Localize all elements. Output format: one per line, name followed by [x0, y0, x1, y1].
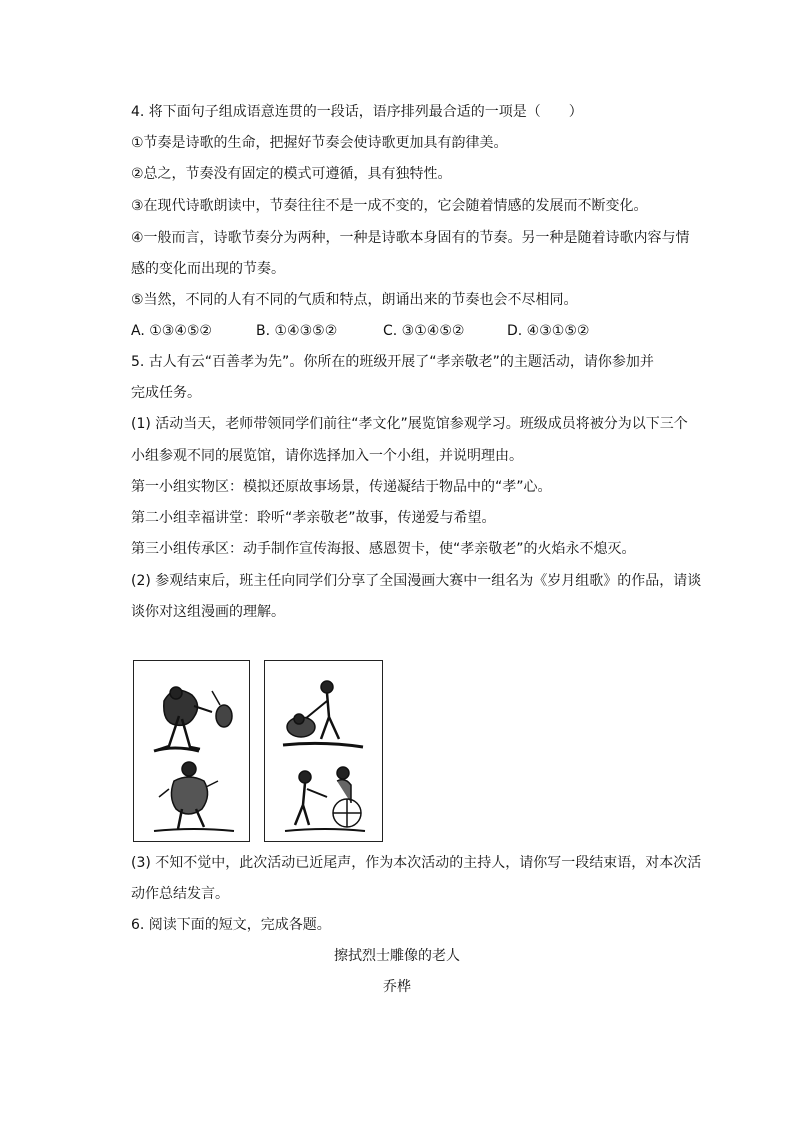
q5-stem-cont: 完成任务。 — [131, 385, 201, 401]
q5-stem: 5. 古人有云“百善孝为先”。你所在的班级开展了“孝亲敬老”的主题活动，请你参加并 — [131, 354, 654, 370]
q4-sentence-4-cont: 感的变化而出现的节奏。 — [131, 261, 285, 277]
q4-option-c: C. ③①④⑤② — [383, 323, 465, 339]
cartoon-panel-left — [133, 660, 250, 842]
q5-task-1: (1) 活动当天，老师带领同学们前往“孝文化”展览馆参观学习。班级成员将被分为以下三个 — [131, 416, 688, 432]
q5-task-2: (2) 参观结束后，班主任向同学们分享了全国漫画大赛中一组名为《岁月组歌》的作品，请谈 — [131, 573, 702, 589]
cartoon-panel-right — [264, 660, 383, 842]
q4-sentence-1: ①节奏是诗歌的生命，把握好节奏会使诗歌更加具有韵律美。 — [131, 135, 508, 151]
q6-stem: 6. 阅读下面的短文，完成各题。 — [131, 917, 331, 933]
cartoon-right-illustration — [265, 661, 382, 841]
q4-option-b: B. ①④③⑤② — [256, 323, 338, 339]
article-author: 乔桦 — [383, 979, 411, 995]
q4-sentence-4: ④一般而言，诗歌节奏分为两种，一种是诗歌本身固有的节奏。另一种是随着诗歌内容与情 — [131, 230, 690, 246]
q4-option-a: A. ①③④⑤② — [131, 323, 212, 339]
cartoon-left-illustration — [134, 661, 249, 841]
q5-task-3-cont: 动作总结发言。 — [131, 886, 229, 902]
q4-sentence-2: ②总之，节奏没有固定的模式可遵循，具有独特性。 — [131, 166, 452, 182]
q5-group-3: 第三小组传承区：动手制作宣传海报、感恩贺卡，使“孝亲敬老”的火焰永不熄灭。 — [131, 541, 636, 557]
article-title: 擦拭烈士雕像的老人 — [334, 948, 460, 964]
q4-sentence-3: ③在现代诗歌朗读中，节奏往往不是一成不变的，它会随着情感的发展而不断变化。 — [131, 198, 648, 214]
q5-group-1: 第一小组实物区：模拟还原故事场景，传递凝结于物品中的“孝”心。 — [131, 479, 552, 495]
q4-option-d: D. ④③①⑤② — [507, 323, 590, 339]
q5-task-1-cont: 小组参观不同的展览馆，请你选择加入一个小组，并说明理由。 — [131, 448, 523, 464]
q4-sentence-5: ⑤当然，不同的人有不同的气质和特点，朗诵出来的节奏也会不尽相同。 — [131, 292, 578, 308]
q5-task-2-cont: 谈你对这组漫画的理解。 — [131, 604, 285, 620]
q5-group-2: 第二小组幸福讲堂：聆听“孝亲敬老”故事，传递爱与希望。 — [131, 510, 496, 526]
q4-stem: 4. 将下面句子组成语意连贯的一段话，语序排列最合适的一项是（ ） — [131, 104, 583, 120]
q5-task-3: (3) 不知不觉中，此次活动已近尾声，作为本次活动的主持人，请你写一段结束语，对本次活 — [131, 855, 702, 871]
